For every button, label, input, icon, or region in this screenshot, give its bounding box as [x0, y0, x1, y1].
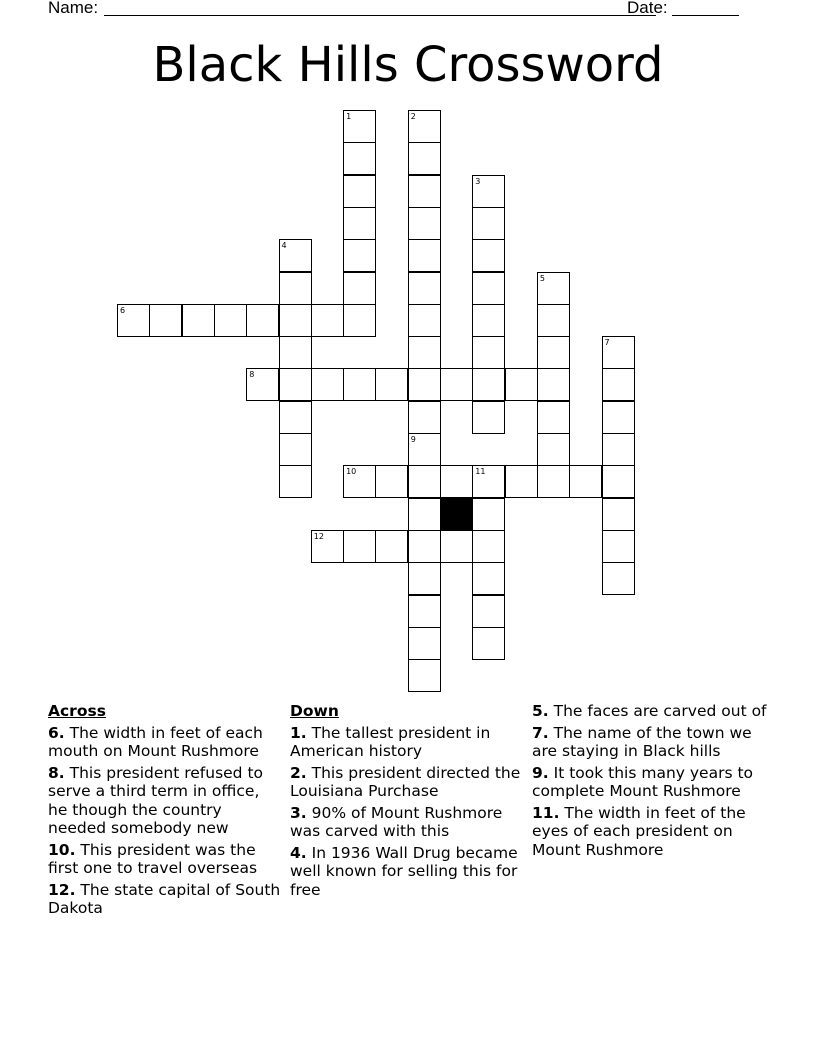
- grid-cell[interactable]: [472, 175, 505, 208]
- grid-cell[interactable]: [472, 465, 505, 498]
- grid-cell[interactable]: [343, 304, 376, 337]
- grid-cell[interactable]: [408, 239, 441, 272]
- grid-cell[interactable]: [472, 239, 505, 272]
- cell-number: 7: [604, 338, 610, 348]
- down-clue-9: [532, 764, 772, 801]
- cell-number: 8: [249, 370, 255, 380]
- grid-cell[interactable]: [246, 368, 279, 401]
- grid-cell[interactable]: [279, 465, 312, 498]
- down-clue-2: [290, 764, 525, 801]
- clue-text: The width in feet of each mouth on Mount Rushmore: [48, 723, 263, 760]
- grid-cell[interactable]: [279, 272, 312, 305]
- grid-cell[interactable]: [537, 433, 570, 466]
- grid-cell[interactable]: [537, 465, 570, 498]
- grid-cell[interactable]: [343, 530, 376, 563]
- grid-cell[interactable]: [149, 304, 182, 337]
- grid-cell[interactable]: [472, 304, 505, 337]
- down-clues-continued: [532, 702, 772, 862]
- grid-cell[interactable]: [408, 207, 441, 240]
- grid-cell[interactable]: [408, 368, 441, 401]
- clue-number: 6.: [48, 723, 65, 742]
- down-clues: [290, 702, 525, 902]
- clue-number: 8.: [48, 763, 65, 782]
- clue-text: 90% of Mount Rushmore was carved with this: [290, 803, 503, 840]
- grid-cell[interactable]: [602, 368, 635, 401]
- grid-cell[interactable]: [279, 304, 312, 337]
- grid-cell[interactable]: [343, 175, 376, 208]
- grid-cell[interactable]: [505, 368, 538, 401]
- down-clue-4: [290, 844, 525, 900]
- across-clue-6: [48, 724, 283, 761]
- grid-cell[interactable]: [408, 304, 441, 337]
- grid-cell[interactable]: [311, 304, 344, 337]
- grid-cell[interactable]: [569, 465, 602, 498]
- across-clue-10: [48, 841, 283, 878]
- grid-cell[interactable]: [472, 498, 505, 531]
- grid-cell[interactable]: [472, 368, 505, 401]
- grid-cell[interactable]: [279, 239, 312, 272]
- down-clue-11: [532, 804, 772, 860]
- grid-cell[interactable]: [408, 562, 441, 595]
- cell-number: 12: [313, 531, 324, 541]
- grid-cell[interactable]: [440, 368, 473, 401]
- grid-cell[interactable]: [472, 530, 505, 563]
- grid-cell[interactable]: [375, 530, 408, 563]
- grid-cell[interactable]: [537, 401, 570, 434]
- grid-cell[interactable]: [343, 239, 376, 272]
- clue-text: The name of the town we are staying in Black hills: [532, 723, 752, 760]
- grid-cell[interactable]: [117, 304, 150, 337]
- grid-cell[interactable]: [472, 595, 505, 628]
- grid-cell[interactable]: [408, 272, 441, 305]
- clue-number: 1.: [290, 723, 307, 742]
- black-cell: [440, 498, 473, 531]
- grid-cell[interactable]: [440, 530, 473, 563]
- cell-number: 3: [475, 176, 481, 186]
- cell-number: 11: [475, 467, 486, 477]
- grid-cell[interactable]: [246, 304, 279, 337]
- grid-cell[interactable]: [602, 465, 635, 498]
- clue-number: 2.: [290, 763, 307, 782]
- grid-cell[interactable]: [311, 530, 344, 563]
- grid-cell[interactable]: [408, 433, 441, 466]
- clue-number: 7.: [532, 723, 549, 742]
- cell-number: 9: [410, 435, 416, 444]
- grid-cell[interactable]: [279, 433, 312, 466]
- grid-cell[interactable]: [279, 401, 312, 434]
- grid-cell[interactable]: [472, 627, 505, 660]
- grid-cell[interactable]: [343, 142, 376, 175]
- grid-cell[interactable]: [343, 465, 376, 498]
- grid-cell[interactable]: [537, 272, 570, 305]
- grid-cell[interactable]: [343, 207, 376, 240]
- grid-cell[interactable]: [472, 336, 505, 369]
- across-heading: Across: [48, 702, 106, 720]
- grid-cell[interactable]: [214, 304, 247, 337]
- down-heading: Down: [290, 702, 339, 720]
- across-clues: [48, 702, 283, 921]
- clue-number: 5.: [532, 702, 549, 720]
- grid-cell[interactable]: [602, 562, 635, 595]
- clue-number: 3.: [290, 803, 307, 822]
- clue-text: The state capital of South Dakota: [48, 880, 281, 917]
- clue-number: 10.: [48, 840, 76, 859]
- grid-cell[interactable]: [602, 433, 635, 466]
- grid-cell[interactable]: [343, 110, 376, 143]
- grid-cell[interactable]: [408, 530, 441, 563]
- clue-text: It took this many years to complete Mount Rushmore: [532, 763, 754, 800]
- grid-cell[interactable]: [279, 336, 312, 369]
- clue-text: The faces are carved out of: [553, 702, 767, 720]
- down-clue-5: [532, 702, 772, 721]
- name-label: Name:: [48, 0, 99, 17]
- grid-cell[interactable]: [537, 336, 570, 369]
- grid-cell[interactable]: [343, 368, 376, 401]
- grid-cell[interactable]: [375, 368, 408, 401]
- grid-cell[interactable]: [343, 272, 376, 305]
- grid-cell[interactable]: [408, 401, 441, 434]
- grid-cell[interactable]: [472, 207, 505, 240]
- down-clue-1: [290, 724, 525, 761]
- grid-cell[interactable]: [472, 401, 505, 434]
- cell-number: 4: [281, 241, 287, 251]
- clue-text: This president directed the Louisiana Purchase: [290, 763, 521, 800]
- cell-number: 6: [120, 305, 126, 315]
- clue-text: This president was the first one to travel overseas: [48, 840, 258, 877]
- grid-cell[interactable]: [408, 465, 441, 498]
- grid-cell[interactable]: [505, 465, 538, 498]
- across-clue-8: [48, 764, 283, 838]
- cell-number: 1: [346, 112, 352, 121]
- grid-cell[interactable]: [602, 401, 635, 434]
- grid-cell[interactable]: [279, 368, 312, 401]
- grid-cell[interactable]: [472, 272, 505, 305]
- grid-cell[interactable]: [408, 659, 441, 692]
- cell-number: 5: [539, 273, 545, 283]
- grid-cell[interactable]: [375, 465, 408, 498]
- clue-number: 4.: [290, 843, 307, 862]
- grid-cell[interactable]: [602, 498, 635, 531]
- grid-cell[interactable]: [408, 627, 441, 660]
- down-clue-7: [532, 724, 772, 761]
- grid-cell[interactable]: [182, 304, 215, 337]
- cell-number: 2: [410, 112, 416, 121]
- grid-cell[interactable]: [408, 595, 441, 628]
- grid-cell[interactable]: [440, 465, 473, 498]
- grid-cell[interactable]: [472, 562, 505, 595]
- clue-text: The tallest president in American history: [290, 723, 491, 760]
- grid-cell[interactable]: [408, 110, 441, 143]
- grid-cell[interactable]: [408, 175, 441, 208]
- grid-cell[interactable]: [408, 336, 441, 369]
- clue-text: This president refused to serve a third term in office, he though the country needed somebody new: [48, 763, 264, 837]
- grid-cell[interactable]: [311, 368, 344, 401]
- clue-number: 9.: [532, 763, 549, 782]
- clue-text: The width in feet of the eyes of each president on Mount Rushmore: [532, 803, 746, 859]
- page-title: Black Hills Crossword: [152, 37, 664, 93]
- grid-cell[interactable]: [408, 498, 441, 531]
- cell-number: 10: [346, 467, 357, 477]
- grid-cell[interactable]: [408, 142, 441, 175]
- across-clue-12: [48, 881, 283, 918]
- clue-number: 11.: [532, 803, 560, 822]
- grid-cell[interactable]: [537, 368, 570, 401]
- grid-cell[interactable]: [602, 336, 635, 369]
- clue-text: In 1936 Wall Drug became well known for selling this for free: [290, 843, 518, 899]
- clue-number: 12.: [48, 880, 76, 899]
- grid-cell[interactable]: [602, 530, 635, 563]
- down-clue-3: [290, 804, 525, 841]
- grid-cell[interactable]: [537, 304, 570, 337]
- date-label: Date:: [627, 0, 668, 17]
